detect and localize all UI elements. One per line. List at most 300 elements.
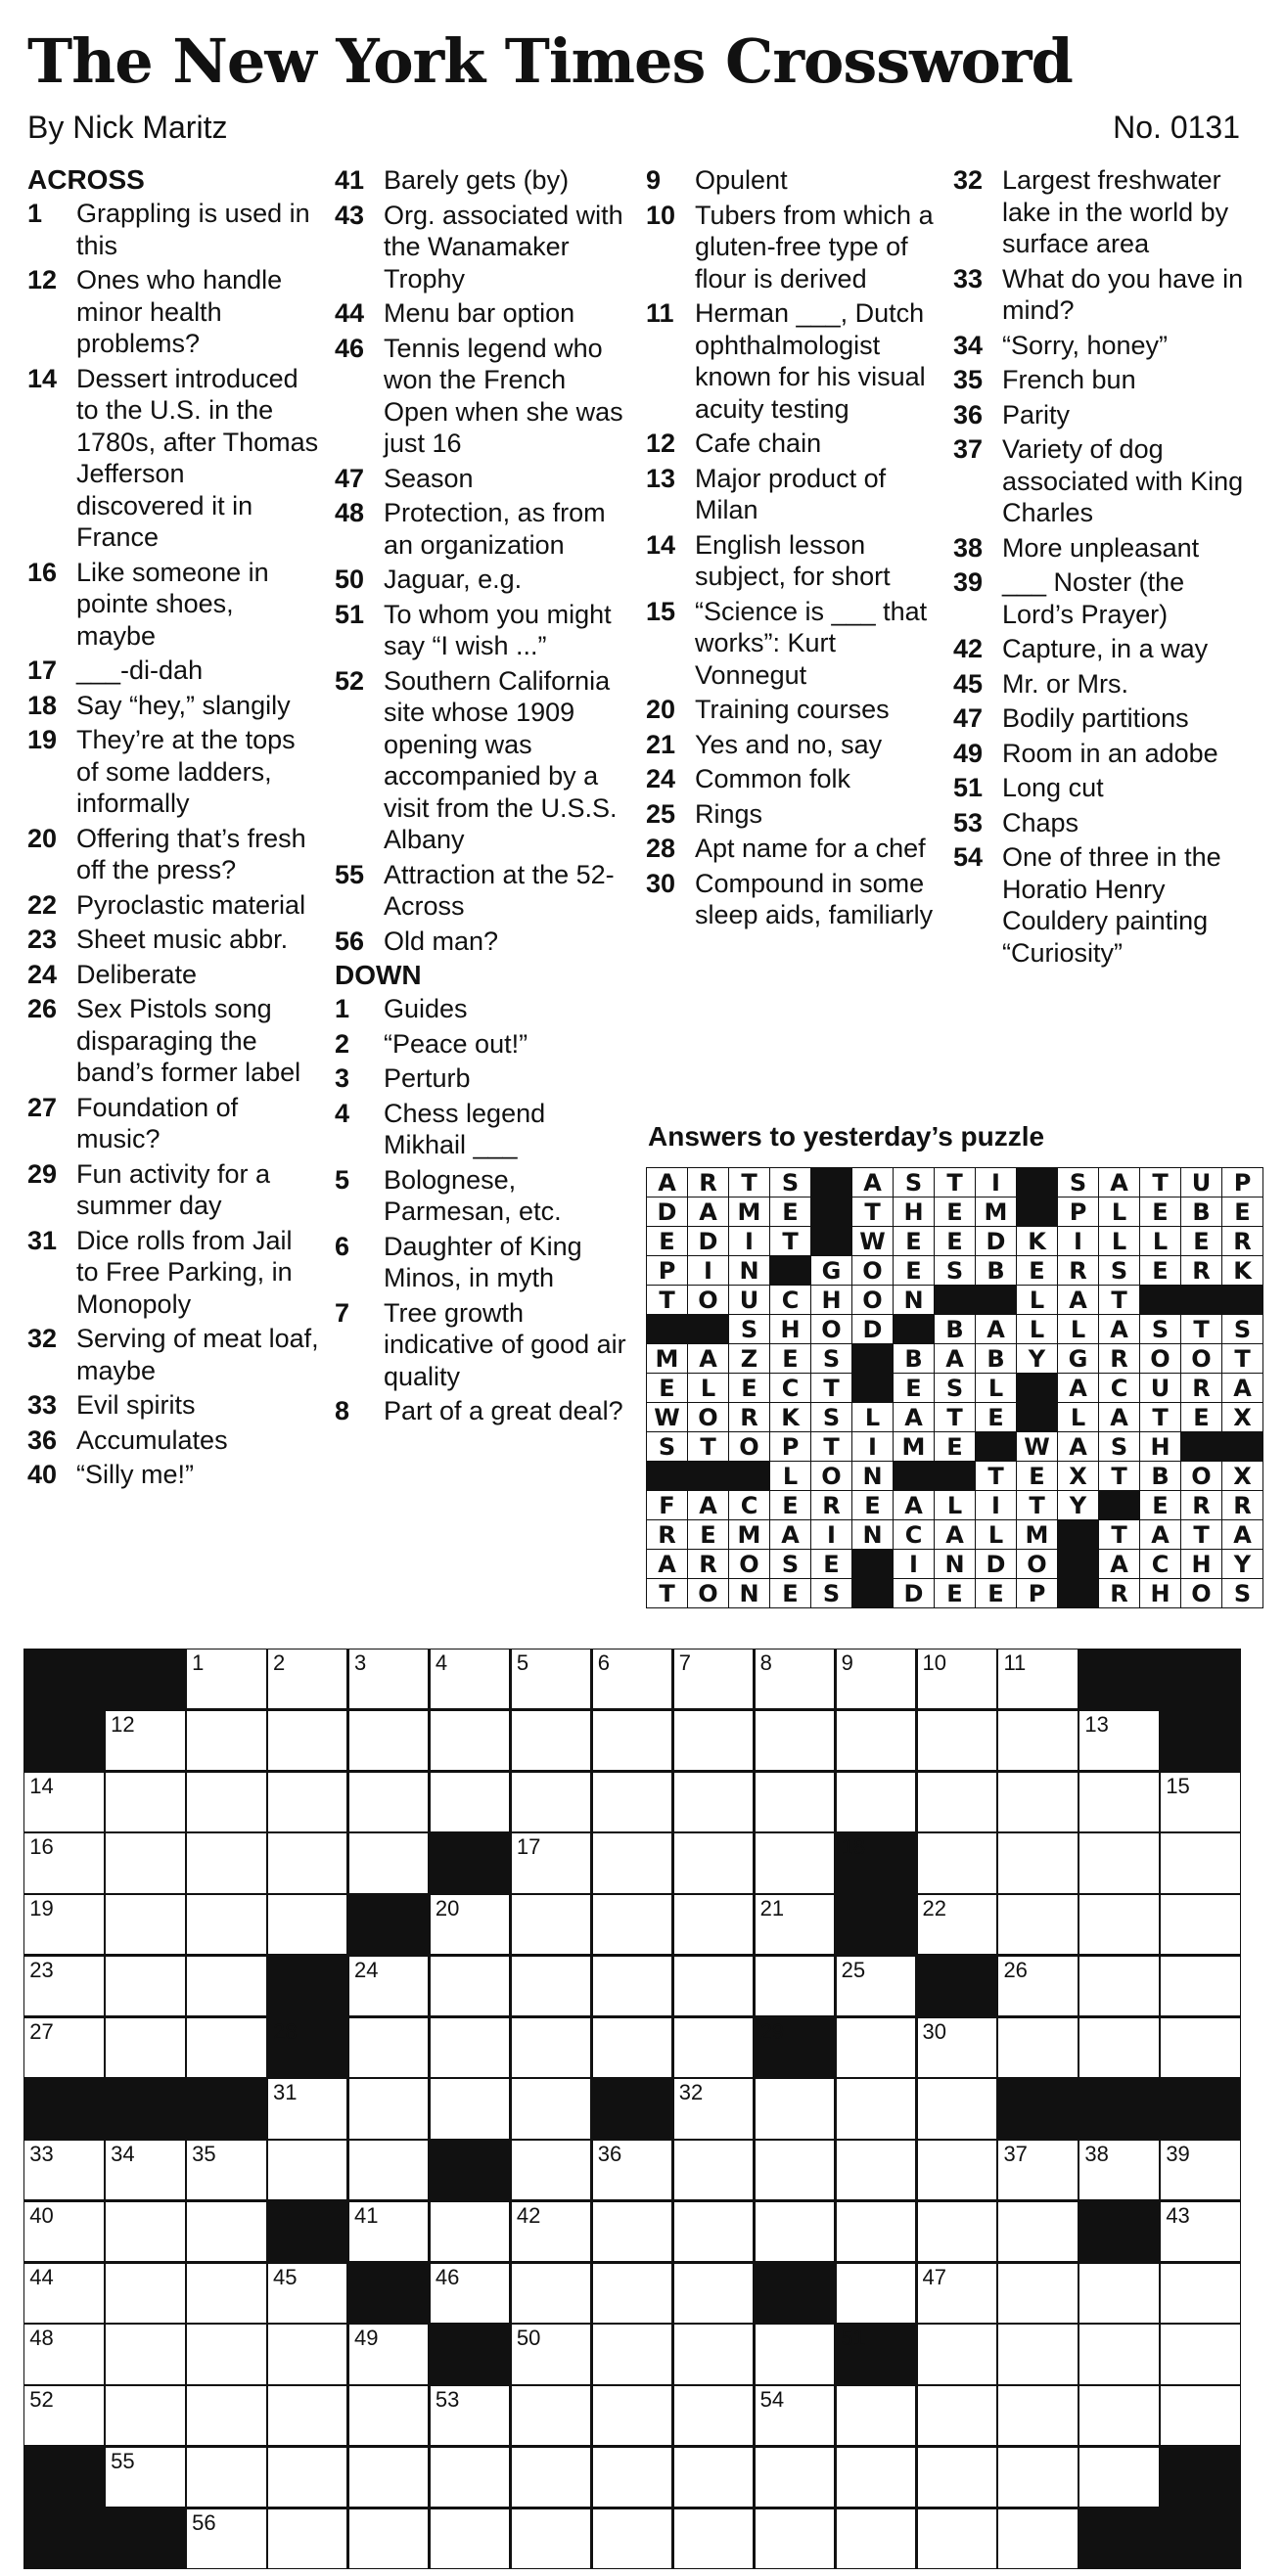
clue-text: Accumulates [76,1424,228,1455]
down-clue[interactable] [953,263,1247,327]
grid-cell[interactable] [187,2386,265,2445]
grid-cell[interactable] [187,1711,265,1770]
grid-cell[interactable] [431,2202,509,2261]
across-clue[interactable] [27,1092,319,1155]
grid-cell[interactable] [187,2141,265,2199]
answer-cell: A [1057,1431,1099,1462]
grid-cell[interactable] [106,1773,184,1831]
grid-cell[interactable] [998,1895,1077,1954]
grid-cell[interactable] [431,2448,509,2507]
grid-cell[interactable] [837,2018,915,2077]
across-clue[interactable] [27,959,319,991]
grid-cell[interactable] [268,2141,346,2199]
across-clue[interactable] [27,363,319,554]
grid-cell[interactable] [268,1711,346,1770]
grid-cell[interactable] [1079,2018,1158,2077]
down-clue[interactable] [646,868,940,931]
across-clue[interactable] [335,599,628,662]
across-clue[interactable] [27,1389,319,1422]
down-clue[interactable] [646,694,940,726]
across-clue[interactable] [335,497,628,561]
answer-cell: I [851,1431,894,1462]
grid-cell[interactable] [998,2264,1077,2323]
grid-cell[interactable] [106,2448,184,2507]
clue-number: 15 [646,596,676,626]
grid-cell[interactable] [512,2386,590,2445]
clue-text: “Peace out!” [384,1028,528,1059]
grid-cell[interactable] [593,1711,671,1770]
grid-cell[interactable] [187,2264,265,2323]
answer-cell: C [769,1285,811,1315]
grid-cell[interactable] [512,1711,590,1770]
grid-cell[interactable] [998,1773,1077,1831]
crossword-grid[interactable] [23,1649,1241,2569]
grid-cell[interactable] [674,2448,753,2507]
grid-cell[interactable] [349,2386,428,2445]
grid-cell[interactable] [674,1650,753,1708]
across-clue[interactable] [27,655,319,687]
grid-cell[interactable] [918,2386,996,2445]
grid-cell[interactable] [756,2509,834,2568]
grid-cell[interactable] [349,2325,428,2383]
grid-cell[interactable] [512,1650,590,1708]
grid-cell[interactable] [674,2018,753,2077]
grid-cell[interactable] [998,1833,1077,1892]
grid-cell[interactable] [756,2386,834,2445]
down-clue[interactable] [335,1062,628,1095]
grid-cell[interactable] [837,2202,915,2261]
answer-cell: Y [1016,1343,1058,1374]
grid-cell[interactable] [1079,1773,1158,1831]
grid-cell[interactable] [756,1773,834,1831]
grid-cell[interactable] [837,2386,915,2445]
grid-cell[interactable] [24,2264,103,2323]
clue-number: 53 [953,807,984,837]
grid-cell[interactable] [512,2141,590,2199]
down-clue[interactable] [953,772,1247,804]
down-clue[interactable] [646,763,940,795]
grid-cell[interactable] [431,1711,509,1770]
down-clue[interactable] [953,566,1247,630]
grid-cell[interactable] [918,1833,996,1892]
grid-cell[interactable] [593,2386,671,2445]
grid-cell[interactable] [24,1833,103,1892]
grid-cell[interactable] [512,2509,590,2568]
grid-cell[interactable] [512,2079,590,2138]
answer-cell: S [1221,1314,1263,1344]
grid-cell[interactable] [24,1895,103,1954]
grid-cell[interactable] [998,2018,1077,2077]
grid-cell[interactable] [1161,1833,1239,1892]
grid-cell[interactable] [268,2448,346,2507]
down-clue[interactable] [646,200,940,295]
across-clue[interactable] [27,198,319,261]
grid-cell[interactable] [349,2141,428,2199]
grid-cell[interactable] [106,2018,184,2077]
grid-cell[interactable] [674,1773,753,1831]
across-clue[interactable] [27,1323,319,1386]
across-clue[interactable] [27,724,319,820]
grid-cell[interactable] [674,1833,753,1892]
across-clue[interactable] [27,889,319,922]
grid-cell[interactable] [24,2386,103,2445]
grid-cell[interactable] [1079,2141,1158,2199]
grid-cell[interactable] [24,2141,103,2199]
grid-cell[interactable] [593,1895,671,1954]
grid-block [1161,1650,1239,1708]
clue-text: Jaguar, e.g. [384,565,523,594]
down-clue[interactable] [953,433,1247,529]
grid-cell[interactable] [756,2448,834,2507]
grid-cell[interactable] [187,2325,265,2383]
grid-cell[interactable] [512,2264,590,2323]
down-clue[interactable] [953,668,1247,700]
grid-cell[interactable] [1079,1711,1158,1770]
down-clue[interactable] [335,1395,628,1427]
grid-cell[interactable] [431,2079,509,2138]
grid-cell[interactable] [24,2325,103,2383]
grid-cell[interactable] [106,1957,184,2015]
grid-cell[interactable] [1079,2325,1158,2383]
grid-cell[interactable] [268,2386,346,2445]
grid-cell[interactable] [24,2202,103,2261]
grid-cell[interactable] [593,2325,671,2383]
across-clue[interactable] [27,1459,319,1491]
across-clue[interactable] [27,1424,319,1457]
down-clue[interactable] [953,738,1247,770]
grid-cell[interactable] [998,2448,1077,2507]
grid-cell[interactable] [1079,1833,1158,1892]
grid-cell[interactable] [998,2509,1077,2568]
grid-cell[interactable] [918,2141,996,2199]
down-clue[interactable] [953,164,1247,260]
cell-number: 53 [435,2387,460,2413]
down-clue[interactable] [335,1098,628,1161]
grid-cell[interactable] [998,2325,1077,2383]
across-clue[interactable] [335,859,628,923]
grid-cell[interactable] [998,1711,1077,1770]
grid-cell[interactable] [918,2448,996,2507]
grid-cell[interactable] [756,1957,834,2015]
grid-cell[interactable] [187,2018,265,2077]
down-clue[interactable] [953,399,1247,431]
grid-cell[interactable] [756,2141,834,2199]
grid-cell[interactable] [674,2325,753,2383]
clue-number: 49 [953,738,984,768]
across-clue[interactable] [335,926,628,958]
down-clue[interactable] [646,463,940,526]
grid-cell[interactable] [593,2018,671,2077]
grid-cell[interactable] [1079,2264,1158,2323]
across-clue[interactable] [27,264,319,360]
clue-number: 42 [953,634,984,663]
grid-cell[interactable] [187,1773,265,1831]
grid-cell[interactable] [187,2202,265,2261]
grid-cell[interactable] [512,2202,590,2261]
grid-cell[interactable] [349,2018,428,2077]
grid-cell[interactable] [106,1895,184,1954]
grid-cell[interactable] [756,1833,834,1892]
grid-cell[interactable] [837,2079,915,2138]
down-clue[interactable] [953,807,1247,839]
across-clue[interactable] [27,993,319,1089]
answer-cell: A [893,1490,935,1520]
grid-cell[interactable] [918,1773,996,1831]
grid-cell[interactable] [349,2202,428,2261]
grid-cell[interactable] [268,1895,346,1954]
grid-cell[interactable] [349,2448,428,2507]
grid-cell[interactable] [349,2079,428,2138]
clue-number: 48 [335,498,365,527]
grid-cell[interactable] [512,2325,590,2383]
across-clue[interactable] [335,665,628,856]
grid-cell[interactable] [593,1773,671,1831]
grid-cell[interactable] [1079,1957,1158,2015]
grid-cell[interactable] [187,2509,265,2568]
grid-cell[interactable] [837,2141,915,2199]
grid-cell[interactable] [106,2141,184,2199]
grid-cell[interactable] [187,1833,265,1892]
across-clue[interactable] [335,463,628,495]
down-clue[interactable] [646,798,940,831]
grid-cell[interactable] [349,1650,428,1708]
grid-cell[interactable] [431,1773,509,1831]
grid-cell[interactable] [756,1711,834,1770]
across-clue[interactable] [335,297,628,330]
grid-cell[interactable] [674,1957,753,2015]
grid-cell[interactable] [268,2079,346,2138]
grid-cell[interactable] [431,1957,509,2015]
grid-cell[interactable] [998,1957,1077,2015]
across-clue[interactable] [335,164,628,197]
down-clue[interactable] [646,164,940,197]
grid-cell[interactable] [918,2325,996,2383]
down-clue[interactable] [335,993,628,1025]
down-clue[interactable] [953,702,1247,735]
grid-cell[interactable] [268,1650,346,1708]
grid-cell[interactable] [349,1773,428,1831]
answer-cell: A [1139,1519,1181,1550]
grid-cell[interactable] [1161,2386,1239,2445]
grid-cell[interactable] [1161,2264,1239,2323]
answer-cell: E [934,1226,976,1256]
down-clue[interactable] [646,529,940,593]
grid-cell[interactable] [106,2325,184,2383]
grid-cell[interactable] [106,1711,184,1770]
grid-cell[interactable] [1161,1895,1239,1954]
answer-cell: A [851,1167,894,1198]
grid-cell[interactable] [106,2386,184,2445]
grid-cell[interactable] [593,1650,671,1708]
grid-cell[interactable] [512,1773,590,1831]
across-clue[interactable] [27,1225,319,1321]
across-clue[interactable] [335,564,628,596]
down-clue[interactable] [335,1164,628,1228]
grid-cell[interactable] [837,1650,915,1708]
answer-cell: R [728,1402,770,1432]
clue-number: 10 [646,200,676,230]
grid-cell[interactable] [593,1833,671,1892]
grid-cell[interactable] [431,2018,509,2077]
down-clue[interactable] [646,428,940,460]
down-clue[interactable] [646,833,940,865]
answer-cell: R [1098,1343,1140,1374]
grid-cell[interactable] [512,1833,590,1892]
grid-cell[interactable] [187,1650,265,1708]
grid-cell[interactable] [1161,2018,1239,2077]
grid-cell[interactable] [187,1895,265,1954]
grid-cell[interactable] [187,1957,265,2015]
grid-cell[interactable] [674,1895,753,1954]
grid-cell[interactable] [431,1650,509,1708]
grid-cell[interactable] [918,2079,996,2138]
grid-cell[interactable] [268,2264,346,2323]
down-clue[interactable] [646,729,940,761]
grid-cell[interactable] [593,2202,671,2261]
grid-cell[interactable] [431,2386,509,2445]
grid-cell[interactable] [1161,2141,1239,2199]
grid-cell[interactable] [674,2386,753,2445]
grid-cell[interactable] [106,1833,184,1892]
across-clue[interactable] [335,200,628,295]
grid-cell[interactable] [998,2202,1077,2261]
answer-cell: L [975,1519,1017,1550]
grid-cell[interactable] [1161,2325,1239,2383]
answer-cell: T [810,1431,852,1462]
grid-cell[interactable] [918,1895,996,1954]
answer-cell: P [646,1255,688,1286]
answer-cell: R [1057,1255,1099,1286]
clue-column-4 [953,164,1247,972]
across-clue[interactable] [27,823,319,886]
grid-cell[interactable] [24,2018,103,2077]
answer-cell: L [1057,1314,1099,1344]
grid-cell[interactable] [187,2448,265,2507]
cell-number: 38 [1084,2142,1109,2167]
grid-cell[interactable] [512,1895,590,1954]
grid-cell[interactable] [674,2141,753,2199]
down-clue[interactable] [953,841,1247,969]
grid-cell[interactable] [431,2509,509,2568]
answer-block [810,1167,852,1198]
grid-cell[interactable] [349,1833,428,1892]
across-clue[interactable] [27,924,319,956]
grid-cell[interactable] [756,2325,834,2383]
across-clue[interactable] [335,333,628,460]
grid-cell[interactable] [918,1711,996,1770]
grid-cell[interactable] [918,2018,996,2077]
grid-cell[interactable] [349,2509,428,2568]
grid-cell[interactable] [837,2264,915,2323]
grid-cell[interactable] [674,1711,753,1770]
grid-cell[interactable] [349,1957,428,2015]
grid-cell[interactable] [918,2264,996,2323]
grid-cell[interactable] [837,1957,915,2015]
grid-cell[interactable] [1161,1773,1239,1831]
grid-cell[interactable] [837,1773,915,1831]
grid-block [106,1650,184,1708]
grid-cell[interactable] [593,2264,671,2323]
grid-cell[interactable] [349,1711,428,1770]
grid-cell[interactable] [1079,1895,1158,1954]
grid-cell[interactable] [1079,2448,1158,2507]
across-clue[interactable] [27,690,319,722]
grid-cell[interactable] [593,2509,671,2568]
grid-cell[interactable] [756,1895,834,1954]
grid-cell[interactable] [756,2202,834,2261]
down-clue[interactable] [953,364,1247,396]
across-clue[interactable] [27,1158,319,1222]
grid-cell[interactable] [998,1650,1077,1708]
grid-cell[interactable] [837,1711,915,1770]
down-clue[interactable] [646,596,940,692]
down-clue[interactable] [953,330,1247,362]
grid-cell[interactable] [756,1650,834,1708]
grid-cell[interactable] [106,2264,184,2323]
grid-cell[interactable] [674,2202,753,2261]
grid-cell[interactable] [918,2509,996,2568]
grid-cell[interactable] [268,2325,346,2383]
answer-cell: P [1057,1197,1099,1227]
clue-number: 41 [335,165,365,195]
grid-block [268,1957,346,2015]
grid-cell[interactable] [512,2018,590,2077]
grid-cell[interactable] [593,2141,671,2199]
answer-cell: E [1016,1255,1058,1286]
answer-cell: A [975,1314,1017,1344]
grid-cell[interactable] [674,2079,753,2138]
answer-cell: A [1057,1285,1099,1315]
across-clue[interactable] [27,557,319,653]
grid-cell[interactable] [1161,1957,1239,2015]
grid-cell[interactable] [431,1895,509,1954]
answer-cell: O [1139,1343,1181,1374]
grid-cell[interactable] [918,1650,996,1708]
grid-cell[interactable] [593,2448,671,2507]
grid-block [106,2079,184,2138]
down-clue[interactable] [953,633,1247,665]
down-clue[interactable] [335,1028,628,1061]
grid-cell[interactable] [268,1773,346,1831]
grid-cell[interactable] [837,2448,915,2507]
answer-cell: A [1221,1519,1263,1550]
grid-cell[interactable] [1161,2202,1239,2261]
grid-cell[interactable] [24,1773,103,1831]
grid-cell[interactable] [24,1957,103,2015]
down-clue[interactable] [646,297,940,425]
grid-cell[interactable] [1079,2386,1158,2445]
grid-cell[interactable] [998,2386,1077,2445]
answer-cell: N [851,1461,894,1491]
grid-cell[interactable] [674,2264,753,2323]
grid-cell[interactable] [674,2509,753,2568]
grid-cell[interactable] [512,2448,590,2507]
down-clue[interactable] [335,1297,628,1393]
cell-number: 43 [1166,2202,1190,2228]
grid-cell[interactable] [837,2509,915,2568]
grid-cell[interactable] [431,2264,509,2323]
down-clue[interactable] [335,1231,628,1294]
grid-cell[interactable] [106,2202,184,2261]
grid-cell[interactable] [593,1957,671,2015]
grid-cell[interactable] [512,1957,590,2015]
down-clue[interactable] [953,532,1247,565]
grid-cell[interactable] [756,2079,834,2138]
grid-cell[interactable] [918,2202,996,2261]
grid-cell[interactable] [998,2141,1077,2199]
grid-cell[interactable] [268,2509,346,2568]
grid-cell[interactable] [268,1833,346,1892]
